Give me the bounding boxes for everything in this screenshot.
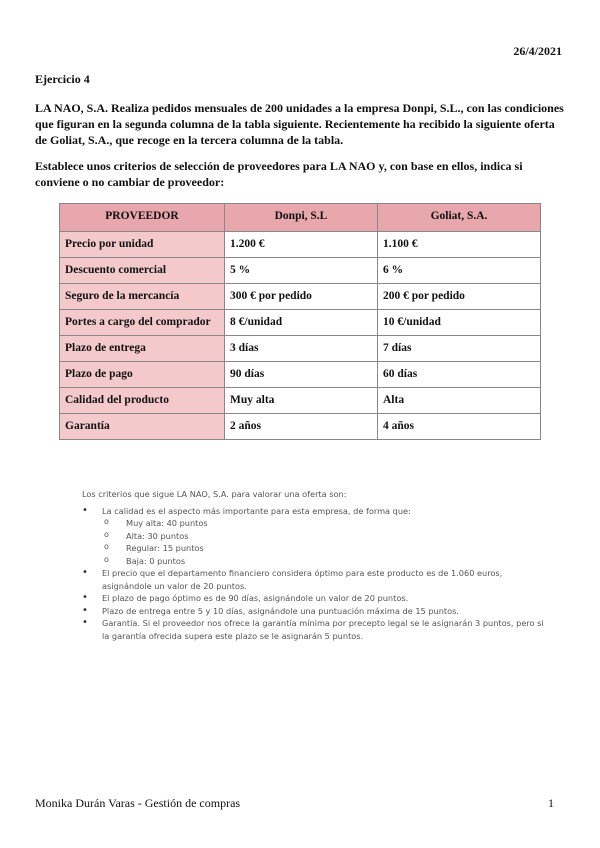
goliat-value: 10 €/unidad xyxy=(378,310,541,336)
supplier-comparison-table xyxy=(59,203,541,440)
table-row xyxy=(60,388,541,414)
goliat-value: 6 % xyxy=(378,258,541,284)
footer-author: Monika Durán Varas - Gestión de compras xyxy=(35,796,241,810)
header-proveedor: PROVEEDOR xyxy=(60,204,225,232)
row-label: Precio por unidad xyxy=(60,232,225,258)
table-header-row xyxy=(60,204,541,232)
exercise-title: Ejercicio 4 xyxy=(35,72,90,86)
donpi-value: 2 años xyxy=(225,414,378,440)
warranty-criterion: Garantía. Si el proveedor nos ofrece la garantía mínima por precepto legal se le asignarán 3 puntos, pero si la garantía ofrecida supera este plazo se le asignarán 5 puntos. xyxy=(102,618,544,641)
table-row xyxy=(60,232,541,258)
donpi-value: 90 días xyxy=(225,362,378,388)
statement-paragraph: LA NAO, S.A. Realiza pedidos mensuales de 200 unidades a la empresa Donpi, S.L., con las condiciones que figuran en la segunda columna de la tabla siguiente. Recientemente ha recibido la siguiente oferta de Goliat, S.A., que recoge en la tercera columna de la tabla. xyxy=(35,101,564,147)
table-row xyxy=(60,336,541,362)
header-goliat: Goliat, S.A. xyxy=(378,204,541,232)
goliat-value: 1.100 € xyxy=(378,232,541,258)
donpi-value: 3 días xyxy=(225,336,378,362)
table-row xyxy=(60,258,541,284)
table-row xyxy=(60,310,541,336)
goliat-value: 4 años xyxy=(378,414,541,440)
goliat-value: 60 días xyxy=(378,362,541,388)
delivery-criterion: Plazo de entrega entre 5 y 10 días, asignándole una puntuación máxima de 15 puntos. xyxy=(102,605,460,616)
quality-criterion: La calidad es el aspecto más importante para esta empresa, de forma que: xyxy=(102,505,411,516)
row-label: Plazo de pago xyxy=(60,362,225,388)
donpi-value: 300 € por pedido xyxy=(225,284,378,310)
quality-level: o Muy alta: 40 puntos xyxy=(102,517,552,530)
donpi-value: 5 % xyxy=(225,258,378,284)
donpi-value: 8 €/unidad xyxy=(225,310,378,336)
goliat-value: 200 € por pedido xyxy=(378,284,541,310)
row-label: Garantía xyxy=(60,414,225,440)
task-paragraph: Establece unos criterios de selección de proveedores para LA NAO y, con base en ellos, indica si conviene o no cambiar de proveedor: xyxy=(35,159,523,189)
list-item xyxy=(82,505,552,568)
row-label: Seguro de la mercancía xyxy=(60,284,225,310)
payment-criterion: El plazo de pago óptimo es de 90 días, asignándole un valor de 20 puntos. xyxy=(102,593,409,603)
document-date: 26/4/2021 xyxy=(513,44,562,58)
price-criterion: El precio que el departamento financiero considera óptimo para este producto es de 1.060 euros, asignándole un valor de 20 puntos. xyxy=(102,568,503,591)
quality-level: o Regular: 15 puntos xyxy=(102,542,552,555)
quality-level: o Baja: 0 puntos xyxy=(102,555,552,568)
list-item xyxy=(82,617,552,642)
row-label: Calidad del producto xyxy=(60,388,225,414)
row-label: Plazo de entrega xyxy=(60,336,225,362)
quality-levels xyxy=(102,517,552,567)
header-donpi: Donpi, S.L xyxy=(225,204,378,232)
criteria-block xyxy=(82,488,552,642)
criteria-list xyxy=(82,505,552,643)
table-row xyxy=(60,362,541,388)
table-row xyxy=(60,414,541,440)
goliat-value: 7 días xyxy=(378,336,541,362)
row-label: Portes a cargo del comprador xyxy=(60,310,225,336)
list-item xyxy=(82,592,552,605)
row-label: Descuento comercial xyxy=(60,258,225,284)
criteria-intro: Los criterios que sigue LA NAO, S.A. para valorar una oferta son: xyxy=(82,489,347,499)
table-row xyxy=(60,284,541,310)
list-item xyxy=(82,567,552,592)
list-item xyxy=(82,605,552,618)
goliat-value: Alta xyxy=(378,388,541,414)
quality-level: o Alta: 30 puntos xyxy=(102,530,552,543)
donpi-value: 1.200 € xyxy=(225,232,378,258)
donpi-value: Muy alta xyxy=(225,388,378,414)
page-number: 1 xyxy=(548,796,554,810)
